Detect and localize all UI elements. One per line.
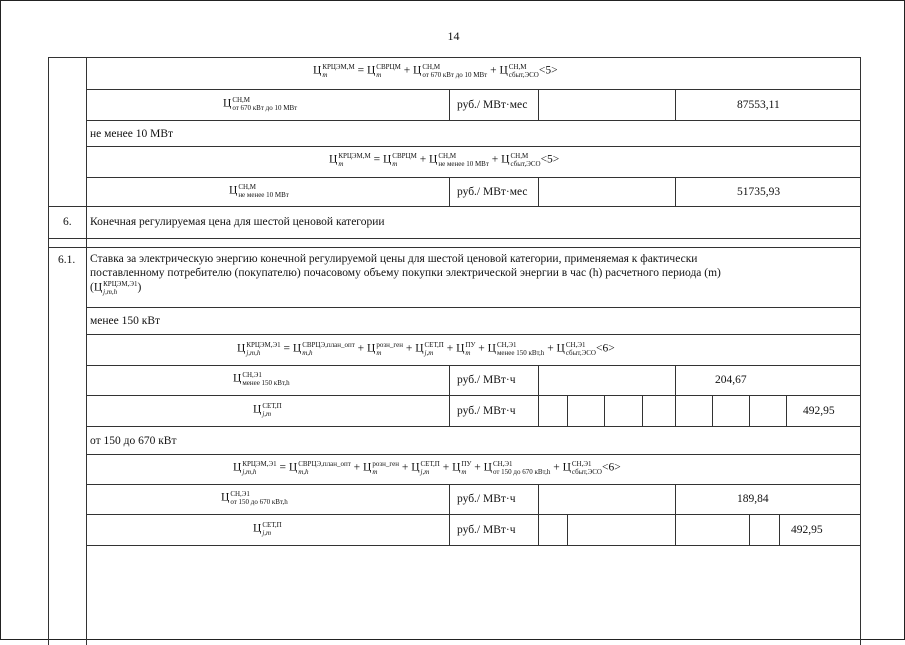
section-number: 6.1. — [58, 254, 76, 266]
rule — [48, 57, 860, 58]
tariff-value: 87553,11 — [737, 99, 780, 111]
rule — [604, 395, 605, 426]
formula-5-a: Ц КРЦЭМ,М m = Ц СВРЦМ m + Ц СН,М от 670 кВт до 10 МВт + Ц СН,М сбыт,ЭСО <5> — [313, 63, 558, 79]
rule — [449, 177, 450, 206]
rule — [786, 395, 787, 426]
rule — [567, 514, 568, 545]
rule — [86, 120, 860, 121]
formula-6-b: Ц КРЦЭМ,Э1 j,m,h = Ц СВРЦЭ,план_опт m,h + Ц розн_ген m + Ц СЕТ,П j,m + Ц ПУ m + Ц СН,Э1 от 150 до 670 кВт,h + Ц СН,Э1 сбыт,ЭСО <6> — [233, 460, 621, 476]
unit-label: руб./ МВт·ч — [457, 493, 516, 505]
network-tariff-label: Ц СЕТ,П j,m — [253, 402, 282, 418]
range-label: от 150 до 670 кВт — [90, 435, 177, 447]
rule — [86, 545, 860, 546]
tariff-label-150: Ц СН,Э1 менее 150 кВт,h — [233, 371, 290, 387]
tariff-value: 51735,93 — [737, 186, 781, 198]
rule — [749, 514, 750, 545]
unit-label: руб./ МВт·мес — [457, 186, 528, 198]
rule — [538, 365, 539, 426]
rule — [675, 514, 676, 545]
formula-5-b: Ц КРЦЭМ,М m = Ц СВРЦМ m + Ц СН,М не менее 10 МВт + Ц СН,М сбыт,ЭСО <5> — [329, 152, 560, 168]
rule — [86, 395, 860, 396]
rule — [86, 57, 87, 645]
tariff-label-150-670: Ц СН,Э1 от 150 до 670 кВт,h — [221, 490, 288, 506]
rule — [86, 146, 860, 147]
rule — [567, 395, 568, 426]
rule — [86, 514, 860, 515]
section-paragraph: Ставка за электрическую энергию конечной регулируемой цены для шестой ценовой категории, применяемая к фактически поставленному потребителю (покупателю) почасовому объему покупки электрической энергии в час (h) расчетного периода (m) (Ц КРЦЭМ,Э1 j,m,h ) — [90, 253, 721, 296]
rule — [675, 89, 676, 120]
unit-label: руб./ МВт·ч — [457, 405, 516, 417]
network-tariff-label: Ц СЕТ,П j,m — [253, 521, 282, 537]
unit-label: руб./ МВт·ч — [457, 524, 516, 536]
rule — [449, 484, 450, 545]
section-title: Конечная регулируемая цена для шестой ценовой категории — [90, 216, 385, 228]
rule — [86, 89, 860, 90]
unit-label: руб./ МВт·мес — [457, 99, 528, 111]
rule — [860, 57, 861, 645]
unit-label: руб./ МВт·ч — [457, 374, 516, 386]
rule — [642, 395, 643, 426]
rule — [48, 247, 860, 248]
rule — [86, 334, 860, 335]
rule — [675, 177, 676, 206]
rule — [712, 395, 713, 426]
formula-6-a: Ц КРЦЭМ,Э1 j,m,h = Ц СВРЦЭ,план_опт m,h + Ц розн_ген m + Ц СЕТ,П j,m + Ц ПУ m + Ц СН,Э1 менее 150 кВт,h + Ц СН,Э1 сбыт,ЭСО <6> — [237, 341, 615, 357]
rule — [86, 454, 860, 455]
rule — [449, 89, 450, 120]
rule — [675, 484, 676, 514]
tariff-label-10: Ц СН,М не менее 10 МВт — [229, 183, 289, 199]
tariff-value: 189,84 — [737, 493, 769, 505]
rule — [675, 365, 676, 426]
rule — [48, 238, 860, 239]
rule — [449, 365, 450, 426]
rule — [86, 484, 860, 485]
rule — [538, 484, 539, 545]
rule — [48, 206, 860, 207]
section-number: 6. — [63, 216, 72, 228]
rule — [48, 57, 49, 645]
tariff-value: 492,95 — [803, 405, 835, 417]
rule — [86, 426, 860, 427]
rule — [749, 395, 750, 426]
page-number: 14 — [447, 29, 460, 43]
rule — [86, 177, 860, 178]
range-label: менее 150 кВт — [90, 315, 161, 327]
rule — [538, 177, 539, 206]
tariff-label-670-10: Ц СН,М от 670 кВт до 10 МВт — [223, 96, 298, 112]
rule — [86, 307, 860, 308]
rule — [86, 365, 860, 366]
tariff-value: 204,67 — [715, 374, 747, 386]
rule — [538, 89, 539, 120]
rule — [779, 514, 780, 545]
tariff-value: 492,95 — [791, 524, 823, 536]
range-label: не менее 10 МВт — [90, 128, 174, 140]
